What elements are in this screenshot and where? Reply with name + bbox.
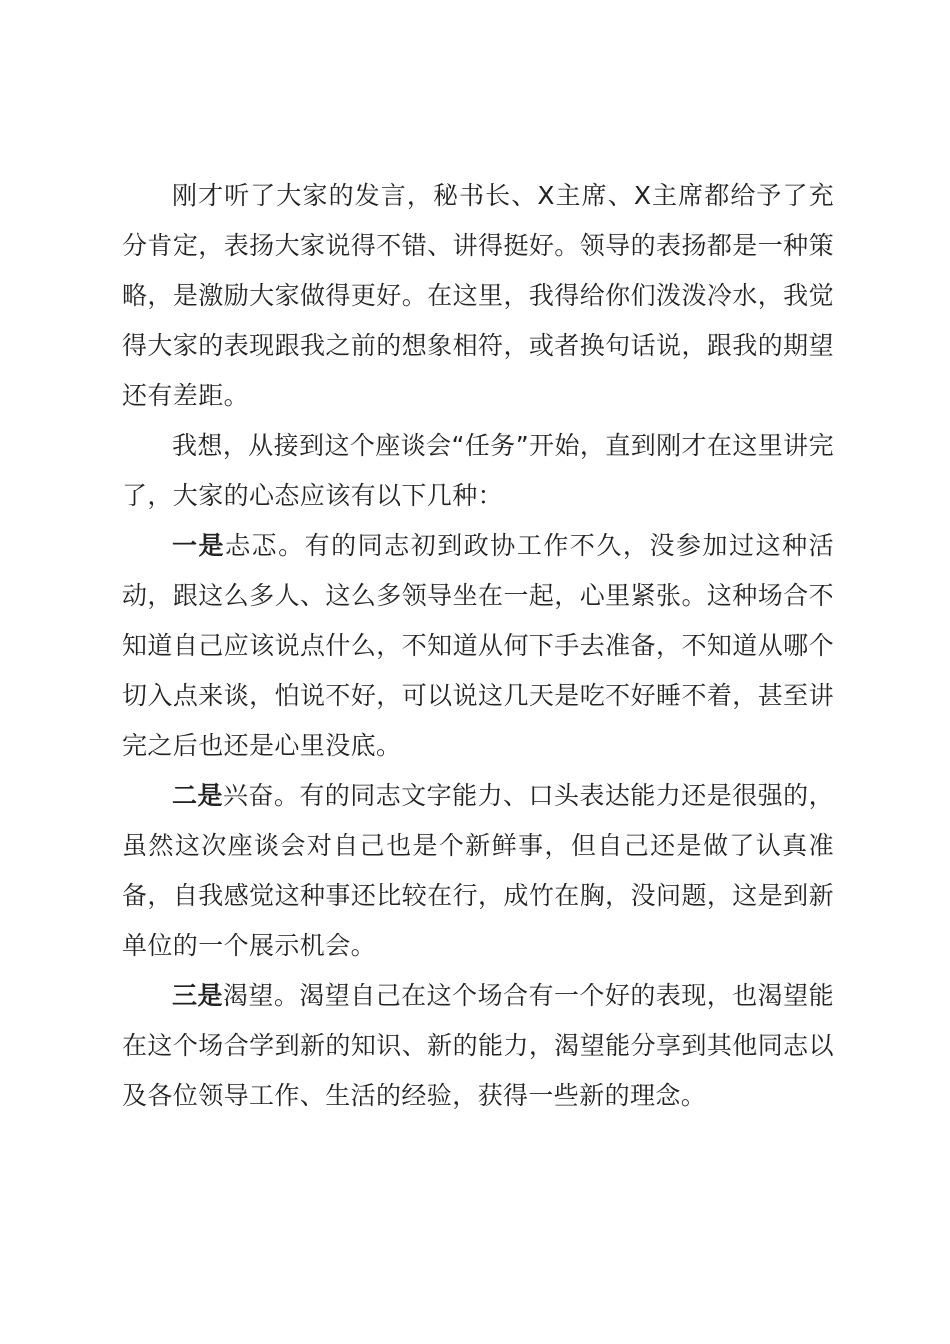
paragraph-4-text: 兴奋。有的同志文字能力、口头表达能力还是很强的，虽然这次座谈会对自己也是个新鲜事，但自己还是做了认真准备，自我感觉这种事还比较在行，成竹在胸，没问题，这是到新单位的一个展示机会。 (122, 781, 834, 960)
paragraph-3 (122, 521, 834, 771)
paragraph-2 (122, 421, 834, 521)
paragraph-5 (122, 971, 834, 1121)
paragraph-1-text: 刚才听了大家的发言，秘书长、X主席、X主席都给予了充分肯定，表扬大家说得不错、讲得挺好。领导的表扬都是一种策略，是激励大家做得更好。在这里，我得给你们泼泼冷水，我觉得大家的表现跟我之前的想象相符，或者换句话说，跟我的期望还有差距。 (122, 181, 834, 410)
paragraph-2-text: 我想，从接到这个座谈会“任务”开始，直到刚才在这里讲完了，大家的心态应该有以下几种： (122, 431, 834, 510)
paragraph-4-lead: 二是 (172, 781, 223, 810)
paragraph-3-lead: 一是 (172, 531, 226, 560)
paragraph-3-text: 忐忑。有的同志初到政协工作不久，没参加过这种活动，跟这么多人、这么多领导坐在一起，心里紧张。这种场合不知道自己应该说点什么，不知道从何下手去准备，不知道从哪个切入点来谈，怕说不好，可以说这几天是吃不好睡不着，甚至讲完之后也还是心里没底。 (122, 531, 835, 760)
paragraph-5-lead: 三是 (172, 981, 223, 1010)
paragraph-1 (122, 171, 834, 421)
paragraph-5-text: 渴望。渴望自己在这个场合有一个好的表现，也渴望能在这个场合学到新的知识、新的能力，渴望能分享到其他同志以及各位领导工作、生活的经验，获得一些新的理念。 (122, 981, 834, 1110)
document-body (122, 171, 834, 1121)
paragraph-4 (122, 771, 834, 971)
